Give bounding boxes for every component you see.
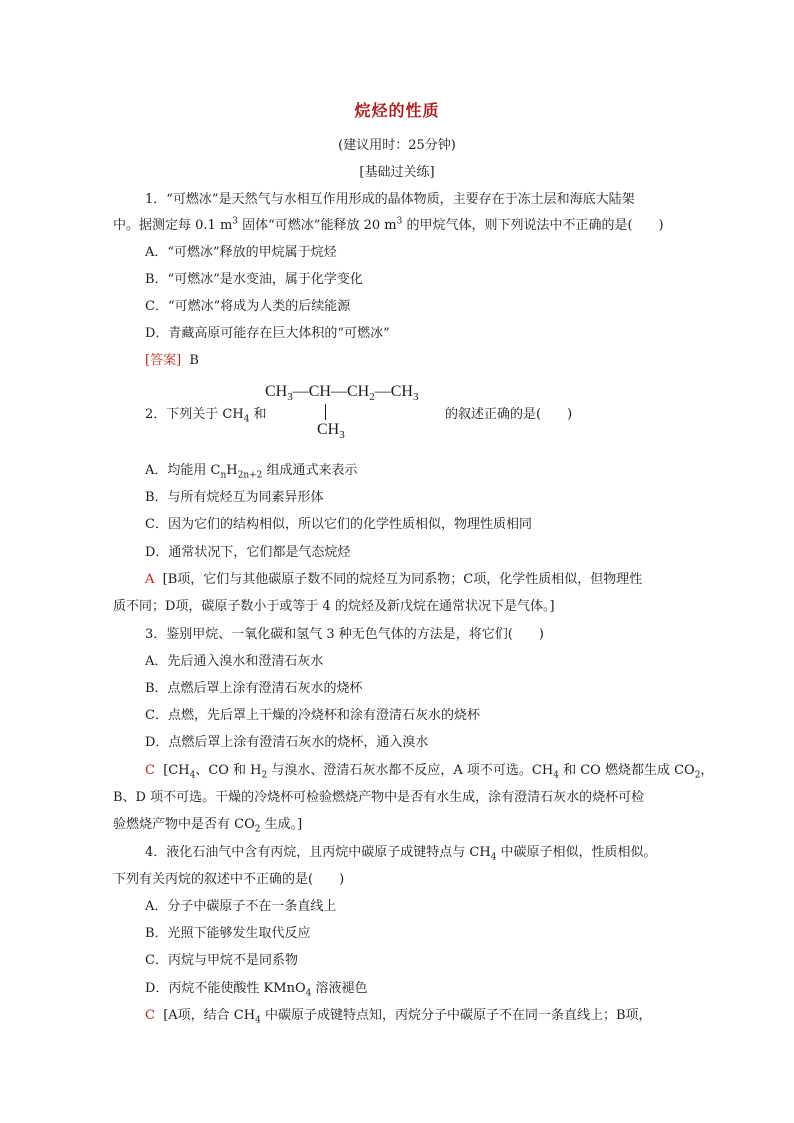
q1-option-a: A．“可燃冰”释放的甲烷属于烷烃 bbox=[145, 245, 337, 260]
q1-answer bbox=[145, 349, 199, 368]
q2-answer: A bbox=[145, 572, 155, 587]
q1-option-d: D．青藏高原可能存在巨大体积的“可燃冰” bbox=[145, 326, 390, 341]
q4-answer: C bbox=[145, 1008, 155, 1023]
q4-option-d: D．丙烷不能使酸性 KMnO$_4$ 溶液褪色 bbox=[145, 981, 368, 999]
q2-stem-suffix: 的叙述正确的是( ) bbox=[445, 407, 573, 422]
page-title: 烷烃的性质 bbox=[354, 101, 440, 120]
branch-bond bbox=[325, 404, 326, 420]
q3-option-c: C．点燃，先后罩上干燥的冷烧杯和涂有澄清石灰水的烧杯 bbox=[145, 708, 480, 723]
q2-explanation-line1: A [B项，它们与其他碳原子数不同的烷烃互为同系物；C项，化学性质相似，但物理性 bbox=[145, 572, 643, 587]
answer-value: B bbox=[189, 353, 199, 368]
q4-explanation-line1: C [A项，结合 $CH_4$ 中碳原子成键特点知，丙烷分子中碳原子不在同一条直线上；B项， bbox=[145, 1008, 652, 1026]
q2-explanation-line2: 质不同；D项，碳原子数小于或等于 4 的烷烃及新戊烷在通常状况下是气体。] bbox=[113, 599, 555, 614]
answer-label: [答案] bbox=[145, 353, 182, 368]
q3-stem: 3．鉴别甲烷、一氧化碳和氢气 3 种无色气体的方法是，将它们( ) bbox=[145, 627, 544, 642]
q4-option-b: B．光照下能够发生取代反应 bbox=[145, 926, 311, 941]
q3-explanation-line3: 验燃烧产物中是否有 $CO_2$ 生成。] bbox=[113, 817, 303, 835]
structure-branch: $CH_3$ bbox=[317, 421, 345, 442]
q4-option-a: A．分子中碳原子不在一条直线上 bbox=[145, 899, 337, 914]
q3-explanation-line1: C [$CH_4$、CO 和 $H_2$ 与溴水、澄清石灰水都不反应，A 项不可选。$CH_4$ 和 CO 燃烧都生成 $CO_2$， bbox=[145, 763, 714, 781]
q4-stem-line1: 4．液化石油气中含有丙烷，且丙烷中碳原子成键特点与 $CH_4$ 中碳原子相似，性质相似。 bbox=[145, 845, 657, 863]
q3-option-a: A．先后通入溴水和澄清石灰水 bbox=[145, 654, 324, 669]
q3-answer: C bbox=[145, 763, 155, 778]
section-heading: [基础过关练] bbox=[359, 165, 435, 180]
structure-main-chain: $CH_3—CH—CH_2—CH_3$ bbox=[265, 383, 419, 404]
q2-option-d: D．通常状况下，它们都是气态烷烃 bbox=[145, 545, 351, 560]
q4-stem-line2: 下列有关丙烷的叙述中不正确的是( ) bbox=[113, 872, 345, 887]
q4-option-c: C．丙烷与甲烷不是同系物 bbox=[145, 953, 298, 968]
q3-option-b: B．点燃后罩上涂有澄清石灰水的烧杯 bbox=[145, 681, 363, 696]
q1-option-c: C．“可燃冰”将成为人类的后续能源 bbox=[145, 299, 351, 314]
q1-stem-line1: 1．“可燃冰”是天然气与水相互作用形成的晶体物质，主要存在于冻土层和海底大陆架 bbox=[145, 192, 635, 207]
q2-stem-prefix: 2．下列关于 $CH_4$ 和 bbox=[145, 407, 267, 425]
q1-stem-line2: 中。据测定每 0.1 $m^3$ 固体“可燃冰”能释放 20 $m^3$ 的甲烷气体，则下列说法中不正确的是( ) bbox=[113, 216, 664, 233]
q2-option-c: C．因为它们的结构相似，所以它们的化学性质相似，物理性质相同 bbox=[145, 517, 532, 532]
q3-option-d: D．点燃后罩上涂有澄清石灰水的烧杯，通入溴水 bbox=[145, 735, 429, 750]
time-note: (建议用时：25分钟) bbox=[338, 138, 456, 153]
q3-explanation-line2: B、D 项不可选。干燥的冷烧杯可检验燃烧产物中是否有水生成，涂有澄清石灰水的烧杯可检 bbox=[113, 790, 645, 805]
q2-option-a: A．均能用 $C_nH_{2n+2}$ 组成通式来表示 bbox=[145, 463, 358, 481]
q1-option-b: B．“可燃冰”是水变油，属于化学变化 bbox=[145, 272, 363, 287]
q2-option-b: B．与所有烷烃互为同素异形体 bbox=[145, 490, 324, 505]
